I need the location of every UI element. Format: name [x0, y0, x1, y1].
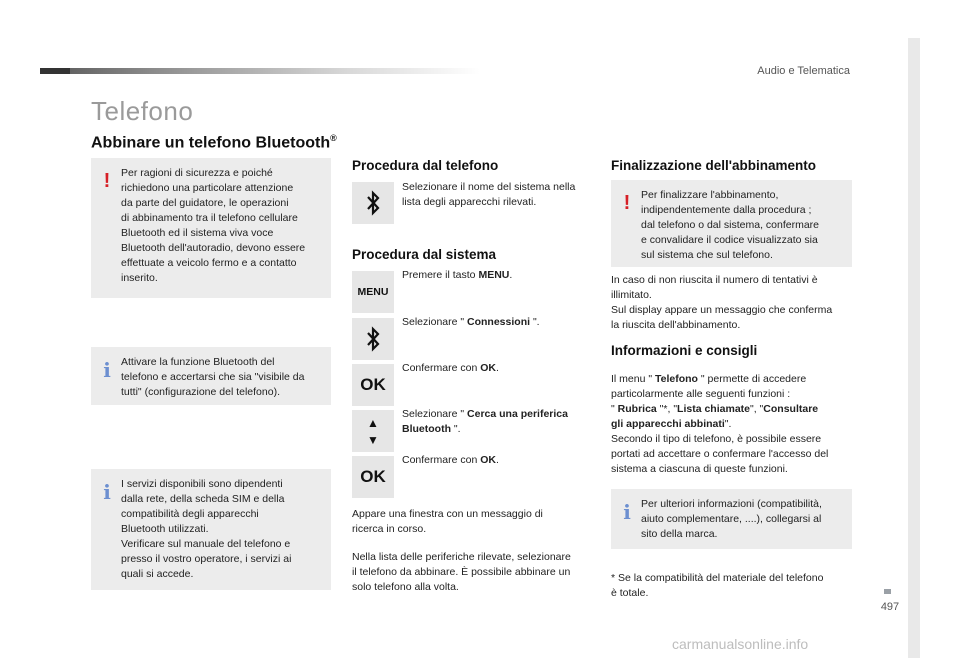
footnote: * Se la compatibilità del materiale del telefono è totale.: [611, 572, 824, 599]
subtitle-text: Abbinare un telefono Bluetooth: [91, 134, 331, 152]
ok-key-icon: OK: [360, 375, 386, 394]
arrow-up-icon: ▲: [367, 415, 379, 430]
heading-phone-procedure: Procedura dal telefono: [352, 158, 499, 173]
step-4-text: [402, 407, 568, 437]
ok-key-icon-box: [352, 364, 394, 406]
warning-text: Per finalizzare l'abbinamento, indipendentemente dalla procedura ; dal telefono o dal sistema, confermare e convalidare il codice visualizzato sia sul sistema che sul telefono.: [641, 189, 820, 261]
warning-text: Per ragioni di sicurezza e poiché richiedono una particolare attenzione da parte del guidatore, le operazioni di abbinamento tra il telefono cellulare Bluetooth ed il sistema viva voce Bluetooth dell'autoradio, devono essere effettuate a veicolo fermo e a contatto inserito.: [121, 167, 306, 284]
step-2-text: [402, 315, 540, 330]
step-4-key-2: Bluetooth: [402, 423, 451, 435]
phone-menu-text-e: "*, ": [656, 403, 678, 415]
phone-menu-text-h: Consultare gli apparecchi abbinati: [611, 403, 819, 430]
step-1-text: [402, 268, 512, 283]
menu-key-icon: MENU: [357, 286, 389, 298]
select-phone-text: Nella lista delle periferiche rilevate, selezionare il telefono da abbinare. È possibile abbinare un solo telefono alla volta.: [352, 551, 571, 593]
phone-menu-text-d: Rubrica: [617, 403, 657, 415]
section-title: Audio e Telematica: [757, 65, 850, 77]
heading-system-procedure: Procedura dal sistema: [352, 247, 497, 262]
step-4-post: ".: [451, 423, 461, 435]
arrow-keys-icon-box: [352, 410, 394, 452]
header-decor-bar-dark: [40, 68, 70, 74]
step-2-key: Connessioni: [467, 316, 531, 328]
page-mark: [884, 589, 891, 594]
phone-menu-text: [611, 372, 828, 477]
header-decor-bar: [40, 68, 480, 74]
info-icon: i: [103, 358, 111, 382]
step-1-post: .: [509, 269, 513, 281]
step-5-text: [402, 453, 499, 468]
step-5-post: .: [495, 454, 499, 466]
step-3-post: .: [495, 362, 499, 374]
step-1-key: MENU: [478, 269, 510, 281]
bluetooth-icon: [366, 190, 380, 216]
info-box-services: [91, 469, 331, 590]
info-icon: i: [103, 480, 111, 504]
retry-info-text: In caso di non riuscita il numero di tentativi è illimitato. Sul display appare un messaggio che conferma la riuscita dell'abbinamento.: [611, 274, 833, 331]
step-5-pre: Confermare con: [402, 454, 481, 466]
warning-box-finalize: [611, 180, 852, 267]
step-5-key: OK: [480, 454, 496, 466]
info-box-bluetooth: [91, 347, 331, 405]
bluetooth-icon-box: [352, 318, 394, 360]
heading-finalize-pairing: Finalizzazione dell'abbinamento: [611, 158, 816, 173]
step-1-pre: Premere il tasto: [402, 269, 479, 281]
warning-box-safety: [91, 158, 331, 298]
bluetooth-icon-box: [352, 182, 394, 224]
step-3-key: OK: [480, 362, 496, 374]
step-3-pre: Confermare con: [402, 362, 481, 374]
page-title: Telefono: [91, 96, 194, 126]
step-4-pre: Selezionare ": [402, 408, 468, 420]
bluetooth-icon: [366, 326, 380, 352]
warning-icon: !: [103, 170, 111, 192]
step-4-key-1: Cerca una periferica: [467, 408, 568, 420]
arrow-down-icon: ▼: [367, 432, 379, 447]
side-strip: [908, 38, 920, 658]
info-text: Attivare la funzione Bluetooth del telefono e accertarsi che sia "visibile da tutti" (configurazione del telefono).: [121, 356, 305, 398]
page-subtitle: [91, 133, 337, 152]
heading-info-tips: Informazioni e consigli: [611, 343, 758, 358]
step-2-pre: Selezionare ": [402, 316, 468, 328]
phone-menu-text-c: " permette di accedere particolarmente alle seguenti funzioni : ": [611, 373, 807, 415]
phone-menu-text-i: ". Secondo il tipo di telefono, è possibile essere portati ad accettare o confermare l'accesso del sistema a ciascuna di queste funzioni.: [611, 418, 829, 475]
search-message-text: Appare una finestra con un messaggio di ricerca in corso.: [352, 508, 543, 535]
phone-menu-text-a: Il menu ": [611, 373, 655, 385]
watermark: carmanualsonline.info: [672, 636, 809, 652]
info-text: Per ulteriori informazioni (compatibilità, aiuto complementare, ....), collegarsi al sito della marca.: [641, 498, 822, 540]
phone-menu-text-f: Lista chiamate: [677, 403, 750, 415]
phone-step-text: Selezionare il nome del sistema nella lista degli apparecchi rilevati.: [402, 181, 576, 208]
ok-key-icon: OK: [360, 467, 386, 486]
ok-key-icon-box: [352, 456, 394, 498]
step-3-text: [402, 361, 499, 376]
registered-mark: ®: [330, 133, 337, 143]
page-number: 497: [880, 601, 900, 613]
info-icon: i: [623, 500, 631, 524]
warning-icon: !: [623, 192, 631, 214]
phone-menu-text-b: Telefono: [655, 373, 698, 385]
info-box-more: [611, 489, 852, 549]
phone-menu-text-g: ", ": [750, 403, 764, 415]
menu-key-icon-box: [352, 271, 394, 313]
info-text: I servizi disponibili sono dipendenti dalla rete, della scheda SIM e della compatibilità degli apparecchi Bluetooth utilizzati. Verificare sul manuale del telefono e presso il vostro operatore, i servizi ai quali si accede.: [121, 478, 292, 580]
step-2-post: ".: [530, 316, 540, 328]
